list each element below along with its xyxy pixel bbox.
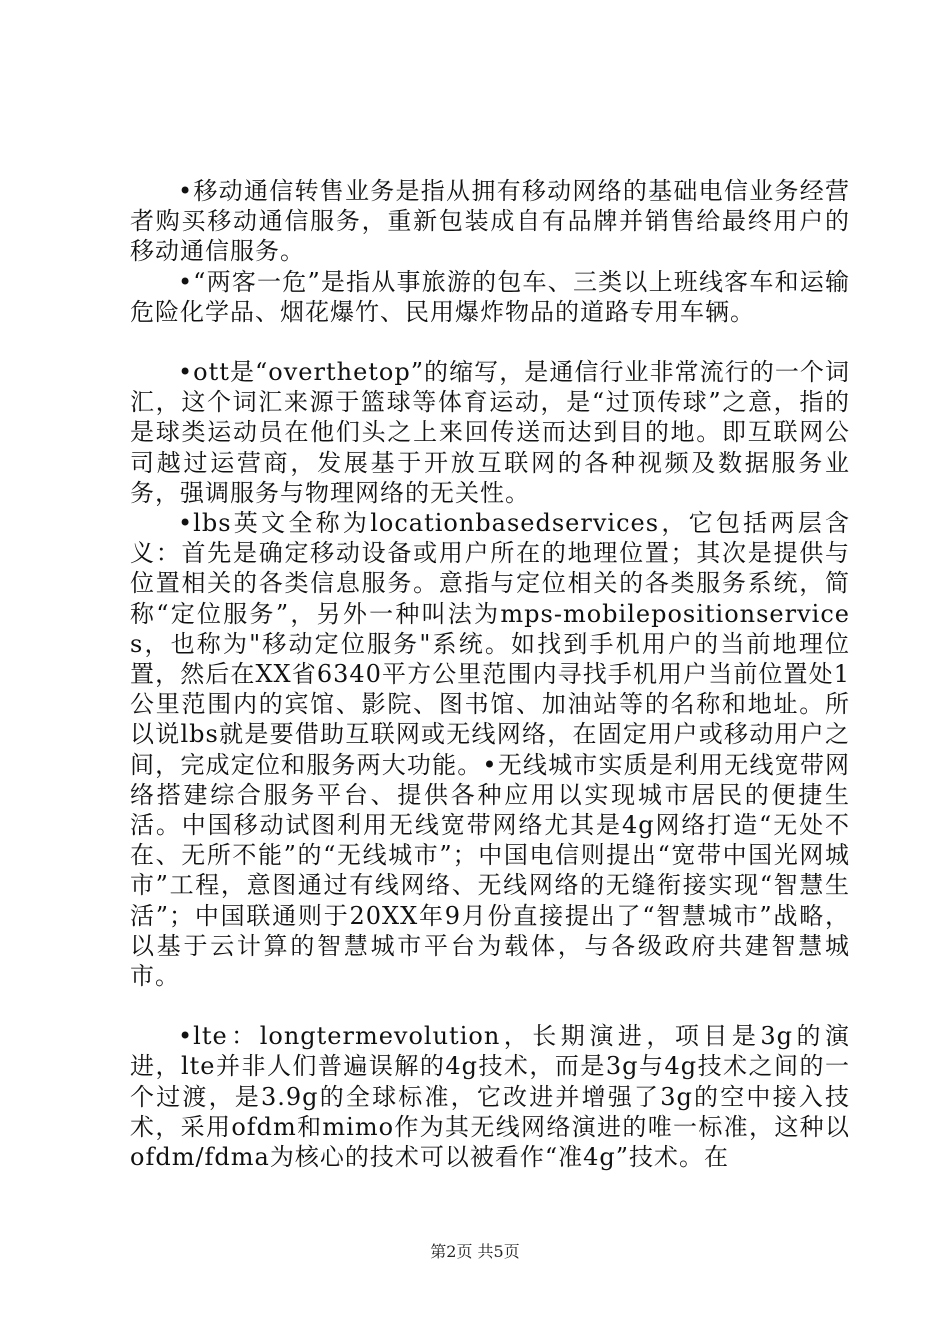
paragraph-ott: •ott是“overthetop”的缩写，是通信行业非常流行的一个词汇，这个词汇来源于篮球等体育运动，是“过顶传球”之意，指的是球类运动员在他们头之上来回传送而达到目的地。即互联网公司越过运营商，发展基于开放互联网的各种视频及数据服务业务，强调服务与物理网络的无关性。 — [130, 358, 850, 507]
document-body — [130, 176, 850, 1172]
paragraph-gap — [130, 991, 850, 1021]
paragraph-lbs-wireless-city: •lbs英文全称为locationbasedservices，它包括两层含义：首先是确定移动设备或用户所在的地理位置；其次是提供与位置相关的各类信息服务。意指与定位相关的各类服务系统，简称“定位服务”，另外一种叫法为mps-mobilepositionservices，也称为"移动定位服务"系统。如找到手机用户的当前地理位置，然后在XX省6340平方公里范围内寻找手机用户当前位置处1公里范围内的宾馆、影院、图书馆、加油站等的名称和地址。所以说lbs就是要借助互联网或无线网络，在固定用户或移动用户之间，完成定位和服务两大功能。•无线城市实质是利用无线宽带网络搭建综合服务平台、提供各种应用以实现城市居民的便捷生活。中国移动试图利用无线宽带网络尤其是4g网络打造“无处不在、无所不能”的“无线城市”；中国电信则提出“宽带中国光网城市”工程，意图通过有线网络、无线网络的无缝衔接实现“智慧生活”；中国联通则于20XX年9月份直接提出了“智慧城市”战略，以基于云计算的智慧城市平台为载体，与各级政府共建智慧城市。 — [130, 509, 850, 991]
paragraph-lte: •lte：longtermevolution，长期演进，项目是3g的演进，lte并非人们普遍误解的4g技术，而是3g与4g技术之间的一个过渡，是3.9g的全球标准，它改进并增强了3g的空中接入技术，采用ofdm和mimo作为其无线网络演进的唯一标准，这种以ofdm/fdma为核心的技术可以被看作“准4g”技术。在 — [130, 1022, 850, 1172]
page-number-footer: 第2页 共5页 — [430, 1242, 520, 1261]
paragraph-two-passenger-one-hazard: •“两客一危”是指从事旅游的包车、三类以上班线客车和运输危险化学品、烟花爆竹、民用爆炸物品的道路专用车辆。 — [130, 267, 850, 326]
paragraph-mvno: •移动通信转售业务是指从拥有移动网络的基础电信业务经营者购买移动通信服务，重新包装成自有品牌并销售给最终用户的移动通信服务。 — [130, 177, 850, 266]
paragraph-gap — [130, 327, 850, 357]
